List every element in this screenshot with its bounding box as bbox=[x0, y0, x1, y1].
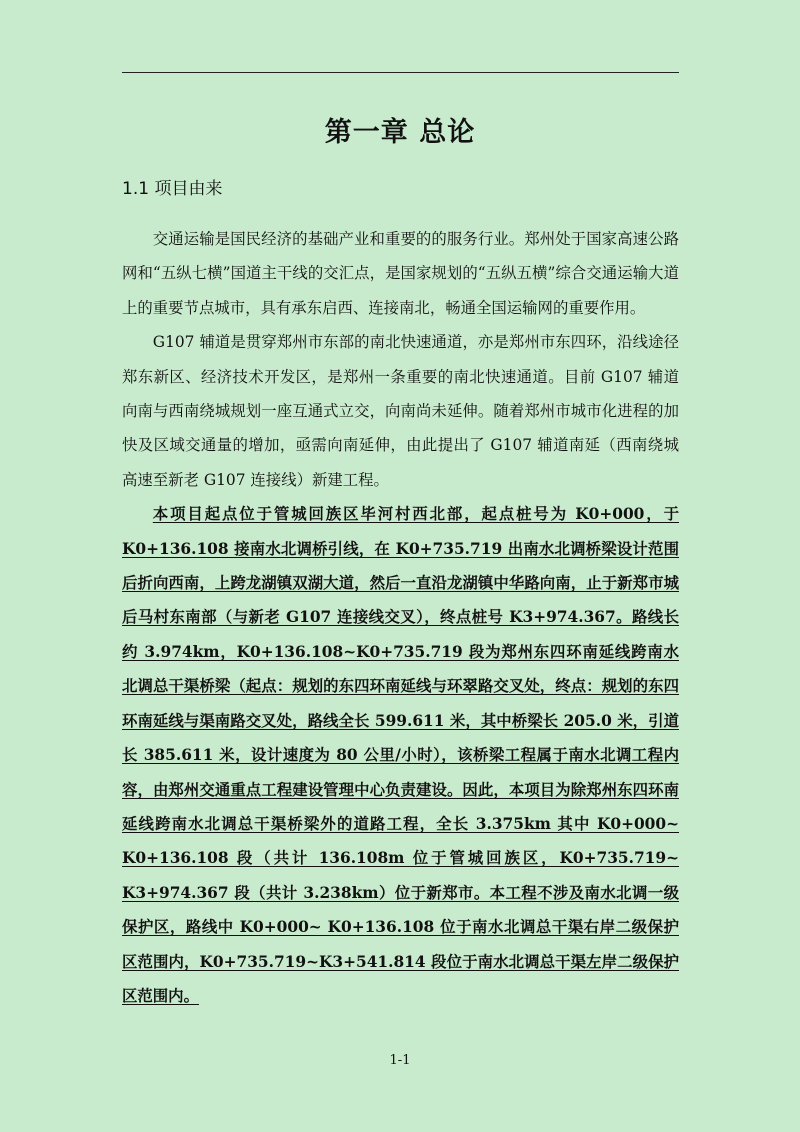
page-number: 1-1 bbox=[389, 1053, 411, 1068]
underlined-text: 本项目起点位于管城回族区毕河村西北部，起点桩号为 K0+000，于 K0+136.108 接南水北调桥引线，在 K0+735.719 出南水北调桥梁设计范围后折向西南，上跨龙湖镇双湖大道，然后一直沿龙湖镇中华路向南，止于新郑市城后马村东南部（与新老 G107 连接线交叉），终点桩号 K3+974.367。路线长约 3.974km，K0+136.108~K0+735.719 段为郑州东四环南延线跨南水北调总干渠桥梁（起点：规划的东四环南延线与环翠路交叉处，终点：规划的东四环南延线与渠南路交叉处，路线全长 599.611 米，其中桥梁长 205.0 米，引道长 385.611 米，设计速度为 80 公里/小时），该桥梁工程属于南水北调工程内容，由郑州交通重点工程建设管理中心负责建设。因此，本项目为除郑州东四环南延线跨南水北调总干渠桥梁外的道路工程，全长 3.375km 其中 K0+000~ K0+136.108 段（共计 136.108m 位于管城回族区，K0+735.719~ K3+974.367 段（共计 3.238km）位于新郑市。本工程不涉及南水北调一级保护区，路线中 K0+000~ K0+136.108 位于南水北调总干渠右岸二级保护区范围内，K0+735.719~K3+541.814 段位于南水北调总干渠左岸二级保护区范围内。 bbox=[122, 505, 679, 1005]
header-rule bbox=[122, 72, 679, 73]
paragraph: 交通运输是国民经济的基础产业和重要的的服务行业。郑州处于国家高速公路网和“五纵七横”国道主干线的交汇点，是国家规划的“五纵五横”综合交通运输大道上的重要节点城市，具有承东启西、连接南北，畅通全国运输网的重要作用。 bbox=[122, 230, 679, 317]
paragraph: G107 辅道是贯穿郑州市东部的南北快速通道，亦是郑州市东四环，沿线途径郑东新区、经济技术开发区，是郑州一条重要的南北快速通道。目前 G107 辅道向南与西南绕城规划一座互通式立交，向南尚未延伸。随着郑州市城市化进程的加快及区域交通量的增加，亟需向南延伸，由此提出了 G107 辅道南延（西南绕城高速至新老 G107 连接线）新建工程。 bbox=[122, 333, 679, 489]
section-heading: 1.1 项目由来 bbox=[122, 179, 223, 199]
chapter-title: 第一章 总论 bbox=[324, 117, 476, 148]
body-text bbox=[122, 222, 679, 1013]
highlighted-paragraph bbox=[122, 497, 679, 1013]
